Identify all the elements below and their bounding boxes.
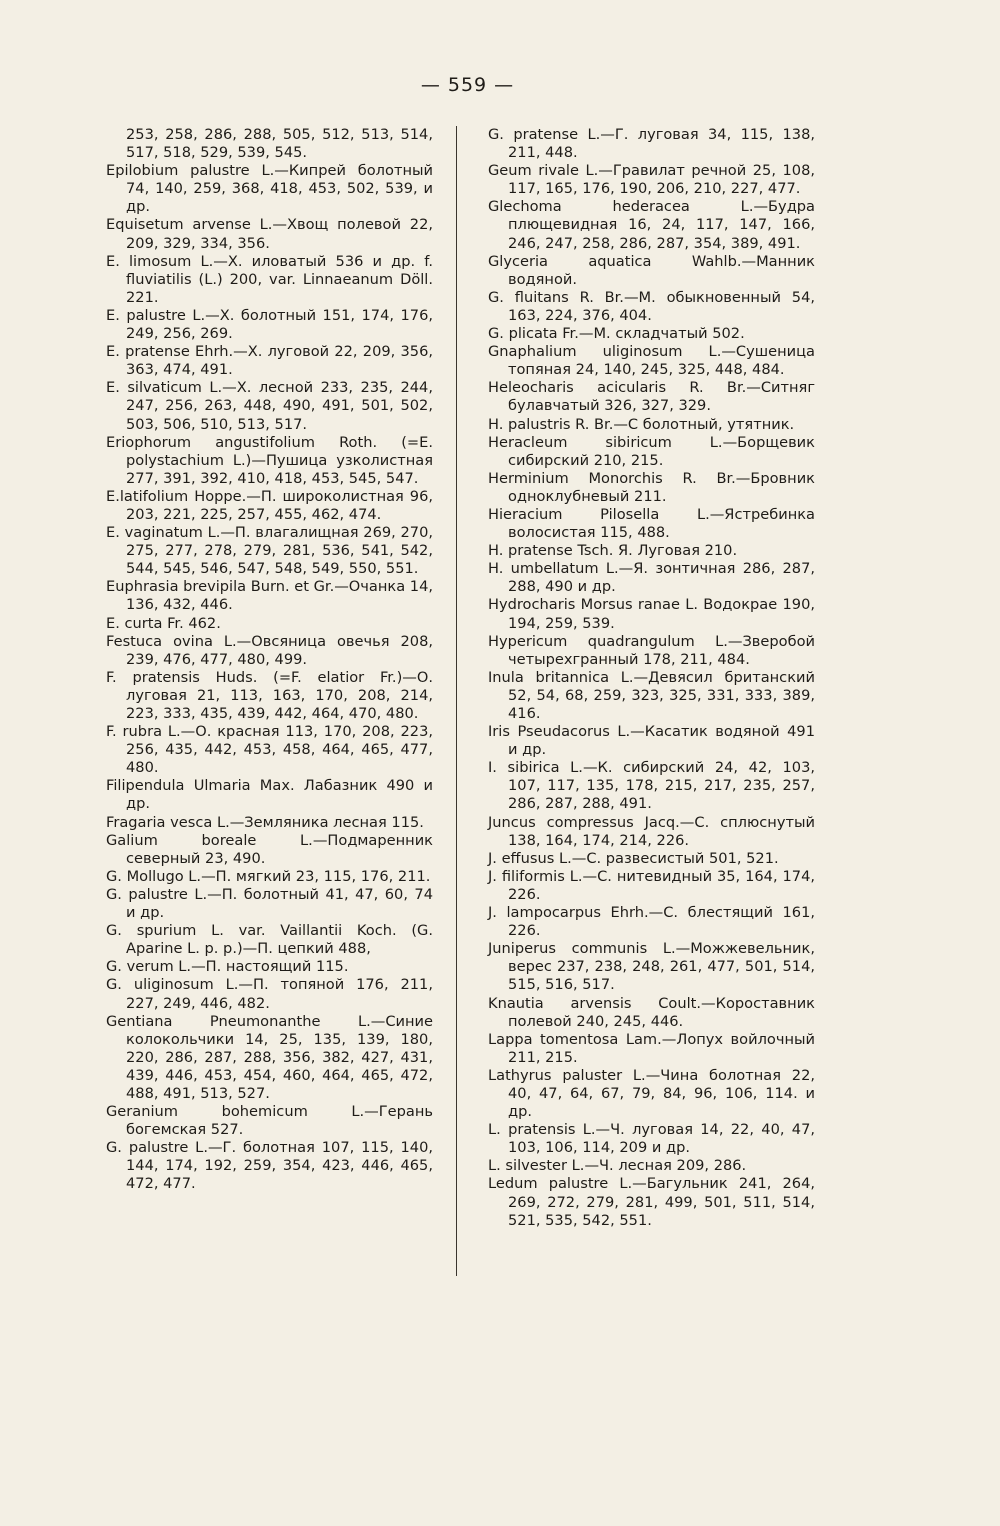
index-entry: Gentiana Pneumonanthe L.—Синие колокольчики 14, 25, 135, 139, 180, 220, 286, 287, 288, 356, 382, 427, 431, 439, 446, 453, 454, 460, 464, 465, 472, 488, 491, 513, 527. (106, 1012, 433, 1102)
index-entry: J. effusus L.—С. развесистый 501, 521. (488, 849, 779, 867)
index-entry: Hydrocharis Morsus ranae L. Водокрае 190, 194, 259, 539. (488, 596, 815, 632)
right-column (488, 126, 815, 1230)
index-entry: G. spurium L. var. Vaillantii Koch. (G. Aparine L. p. p.)—П. цепкий 488, (106, 922, 433, 958)
index-entry: Lathyrus paluster L.—Чина болотная 22, 40, 47, 64, 67, 79, 84, 96, 106, 114. и др. (488, 1066, 815, 1121)
index-entry: G. uliginosum L.—П. топяной 176, 211, 227, 249, 446, 482. (106, 976, 433, 1012)
index-entry: H. pratense Tsch. Я. Луговая 210. (488, 542, 738, 560)
index-entry: E. palustre L.—Х. болотный 151, 174, 176, 249, 256, 269. (106, 306, 433, 343)
index-entry: L. pratensis L.—Ч. луговая 14, 22, 40, 47, 103, 106, 114, 209 и др. (488, 1121, 815, 1157)
index-entry: Heracleum sibiricum L.—Борщевик сибирский 210, 215. (488, 433, 815, 469)
index-entry: G. fluitans R. Br.—М. обыкновенный 54, 163, 224, 376, 404. (488, 288, 815, 324)
index-entry: Eriophorum angustifolium Roth. (=E. polystachium L.)—Пушица узколистная 277, 391, 392, 410, 418, 453, 545, 547. (106, 433, 433, 487)
index-entry: H. palustris R. Br.—С болотный, утятник. (488, 415, 795, 433)
index-entry: E.latifolium Hoppe.—П. широколистная 96, 203, 221, 225, 257, 455, 462, 474. (106, 487, 433, 523)
index-entry: Epilobium palustre L.—Кипрей болотный 74, 140, 259, 368, 418, 453, 502, 539, и др. (106, 162, 433, 216)
index-entry: G. palustre L.—Г. болотная 107, 115, 140, 144, 174, 192, 259, 354, 423, 446, 465, 472, 477. (106, 1139, 433, 1193)
index-entry: Glyceria aquatica Wahlb.—Манник водяной. (488, 252, 815, 288)
index-entry: Heleocharis acicularis R. Br.—Ситняг булавчатый 326, 327, 329. (488, 379, 815, 415)
index-entry: G. Mollugo L.—П. мягкий 23, 115, 176, 211. (106, 867, 431, 885)
index-entry: E. pratense Ehrh.—Х. луговой 22, 209, 356, 363, 474, 491. (106, 343, 433, 379)
index-entry: Hypericum quadrangulum L.—Зверобой четырехгранный 178, 211, 484. (488, 632, 815, 668)
index-entry: G. plicata Fr.—М. складчатый 502. (488, 325, 745, 343)
index-entry: E. vaginatum L.—П. влагалищная 269, 270, 275, 277, 278, 279, 281, 536, 541, 542, 544, 545, 546, 547, 548, 549, 550, 551. (106, 524, 433, 578)
index-entry: Knautia arvensis Coult.—Короставник полевой 240, 245, 446. (488, 994, 815, 1030)
index-entry: 253, 258, 286, 288, 505, 512, 513, 514, 517, 518, 529, 539, 545. (126, 126, 433, 162)
index-entry: E. limosum L.—Х. иловатый 536 и др. f. fluviatilis (L.) 200, var. Linnaeanum Döll. 221. (106, 252, 433, 306)
index-entry: L. silvester L.—Ч. лесная 209, 286. (488, 1157, 747, 1175)
index-entry: Fragaria vesca L.—Земляника лесная 115. (106, 813, 424, 831)
index-entry: F. pratensis Huds. (=F. elatior Fr.)—О. луговая 21, 113, 163, 170, 208, 214, 223, 333, 435, 439, 442, 464, 470, 480. (106, 668, 433, 722)
index-entry: E. silvaticum L.—Х. лесной 233, 235, 244, 247, 256, 263, 448, 490, 491, 501, 502, 503, 506, 510, 513, 517. (106, 379, 433, 433)
column-divider (456, 126, 457, 1276)
index-entry: Iris Pseudacorus L.—Касатик водяной 491 и др. (488, 723, 815, 759)
page-number: — 559 — (420, 74, 515, 96)
index-entry: Filipendula Ulmaria Max. Лабазник 490 и др. (106, 777, 433, 813)
index-entry: G. verum L.—П. настоящий 115. (106, 958, 349, 976)
index-entry: Geum rivale L.—Гравилат речной 25, 108, 117, 165, 176, 190, 206, 210, 227, 477. (488, 162, 815, 198)
index-entry: H. umbellatum L.—Я. зонтичная 286, 287, 288, 490 и др. (488, 560, 815, 596)
index-entry: Herminium Monorchis R. Br.—Бровник одноклубневый 211. (488, 469, 815, 505)
index-entry: Hieracium Pilosella L.—Ястребинка волосистая 115, 488. (488, 505, 815, 542)
index-entry: Gnaphalium uliginosum L.—Сушеница топяная 24, 140, 245, 325, 448, 484. (488, 343, 815, 379)
index-entry: Lappa tomentosa Lam.—Лопух войлочный 211, 215. (488, 1030, 815, 1066)
index-entry: Galium boreale L.—Подмаренник северный 23, 490. (106, 831, 433, 867)
index-entry: G. palustre L.—П. болотный 41, 47, 60, 74 и др. (106, 885, 433, 922)
index-entry: Euphrasia brevipila Burn. et Gr.—Очанка 14, 136, 432, 446. (106, 578, 434, 614)
index-entry: Equisetum arvense L.—Хвощ полевой 22, 209, 329, 334, 356. (106, 216, 433, 252)
index-entry: Geranium bohemicum L.—Герань богемская 527. (106, 1103, 433, 1139)
index-entry: I. sibirica L.—К. сибирский 24, 42, 103, 107, 117, 135, 178, 215, 217, 235, 257, 286, 287, 288, 491. (488, 759, 815, 813)
index-entry: G. pratense L.—Г. луговая 34, 115, 138, 211, 448. (488, 126, 815, 162)
index-entry: Festuca ovina L.—Овсяница овечья 208, 239, 476, 477, 480, 499. (106, 632, 433, 668)
left-column (106, 126, 433, 1194)
index-entry: Glechoma hederacea L.—Будра плющевидная 16, 24, 117, 147, 166, 246, 247, 258, 286, 287, 354, 389, 491. (488, 198, 815, 252)
index-entry: J. filiformis L.—С. нитевидный 35, 164, 174, 226. (488, 867, 815, 903)
index-entry: Ledum palustre L.—Багульник 241, 264, 269, 272, 279, 281, 499, 501, 511, 514, 521, 535, 542, 551. (488, 1175, 815, 1229)
index-entry: Juniperus communis L.—Можжевельник, верес 237, 238, 248, 261, 477, 501, 514, 515, 516, 517. (488, 940, 815, 994)
index-entry: Juncus compressus Jacq.—С. сплюснутый 138, 164, 174, 214, 226. (488, 813, 815, 849)
index-entry: J. lampocarpus Ehrh.—С. блестящий 161, 226. (488, 904, 815, 940)
index-entry: E. curta Fr. 462. (106, 614, 221, 632)
index-entry: F. rubra L.—О. красная 113, 170, 208, 223, 256, 435, 442, 453, 458, 464, 465, 477, 480. (106, 723, 433, 777)
index-entry: Inula britannica L.—Девясил британский 52, 54, 68, 259, 323, 325, 331, 333, 389, 416. (488, 668, 815, 722)
